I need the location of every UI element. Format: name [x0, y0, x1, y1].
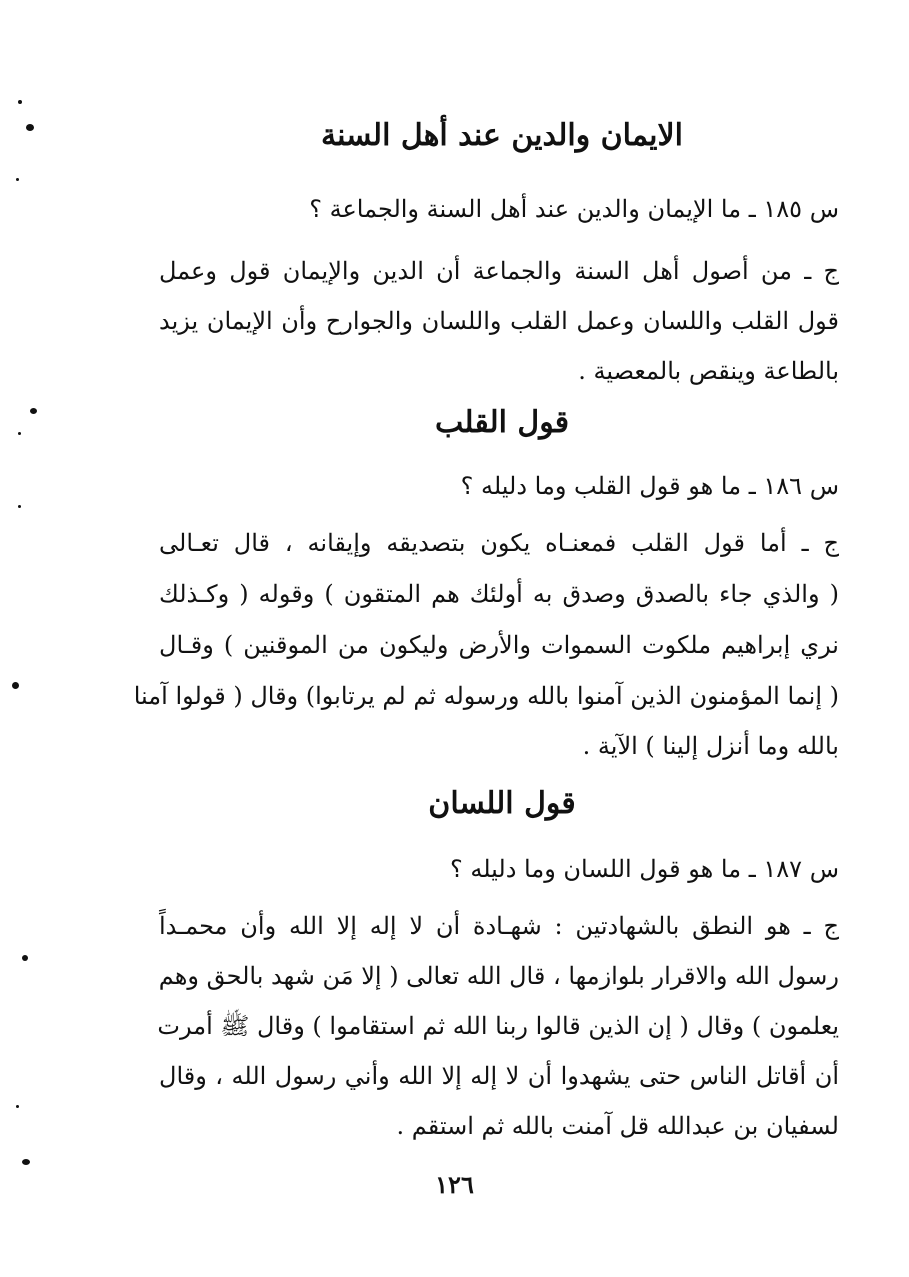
section-title-qawl-al-lisan: قول اللسان [428, 786, 576, 821]
answer-187-line-3: يعلمون ) وقال ( إن الذين قالوا ربنا الله ثم استقاموا ) وقال ﷺ أمرت [157, 1012, 839, 1040]
answer-187-line-4: أن أقاتل الناس حتى يشهدوا أن لا إله إلا الله وأني رسول الله ، وقال [159, 1062, 839, 1090]
answer-185-line-2: قول القلب واللسان وعمل القلب واللسان والجوارح وأن الإيمان يزيد [159, 307, 839, 335]
scan-speck [18, 100, 22, 104]
answer-187-line-5: لسفيان بن عبدالله قل آمنت بالله ثم استقم . [396, 1112, 839, 1140]
answer-185-line-3: بالطاعة وينقص بالمعصية . [578, 357, 839, 385]
section-title-iman-wa-din: الايمان والدين عند أهل السنة [321, 118, 683, 153]
scan-speck [22, 955, 28, 961]
answer-187-line-2: رسول الله والاقرار بلوازمها ، قال الله تعالى ( إلا مَن شهد بالحق وهم [158, 962, 839, 990]
scan-speck [18, 432, 21, 435]
scan-speck [26, 124, 34, 131]
question-187: س ١٨٧ ـ ما هو قول اللسان وما دليله ؟ [449, 855, 839, 883]
question-185: س ١٨٥ ـ ما الإيمان والدين عند أهل السنة والجماعة ؟ [309, 195, 839, 223]
question-186: س ١٨٦ ـ ما هو قول القلب وما دليله ؟ [460, 472, 839, 500]
scan-speck [12, 682, 19, 689]
scan-speck [16, 1105, 19, 1108]
answer-185-line-1: ج ـ من أصول أهل السنة والجماعة أن الدين والإيمان قول وعمل [159, 257, 839, 285]
answer-187-line-1: ج ـ هو النطق بالشهادتين : شهـادة أن لا إله إلا الله وأن محمـداً [159, 912, 839, 940]
scan-speck [22, 1159, 30, 1165]
answer-186-line-4: ( إنما المؤمنون الذين آمنوا بالله ورسوله ثم لم يرتابوا) وقال ( قولوا آمنا [133, 682, 839, 710]
page-number: ١٢٦ [435, 1170, 474, 1199]
answer-186-line-5: بالله وما أنزل إلينا ) الآية . [582, 732, 839, 760]
scan-speck [18, 505, 21, 508]
section-title-qawl-al-qalb: قول القلب [434, 405, 570, 440]
scan-speck [16, 178, 19, 181]
answer-186-line-1: ج ـ أما قول القلب فمعنـاه يكون بتصديقه وإيقانه ، قال تعـالى [159, 529, 839, 557]
scan-speck [30, 408, 37, 414]
answer-186-line-2: ( والذي جاء بالصدق وصدق به أولئك هم المتقون ) وقوله ( وكـذلك [159, 580, 839, 608]
answer-186-line-3: نري إبراهيم ملكوت السموات والأرض وليكون من الموقنين ) وقـال [159, 631, 839, 659]
